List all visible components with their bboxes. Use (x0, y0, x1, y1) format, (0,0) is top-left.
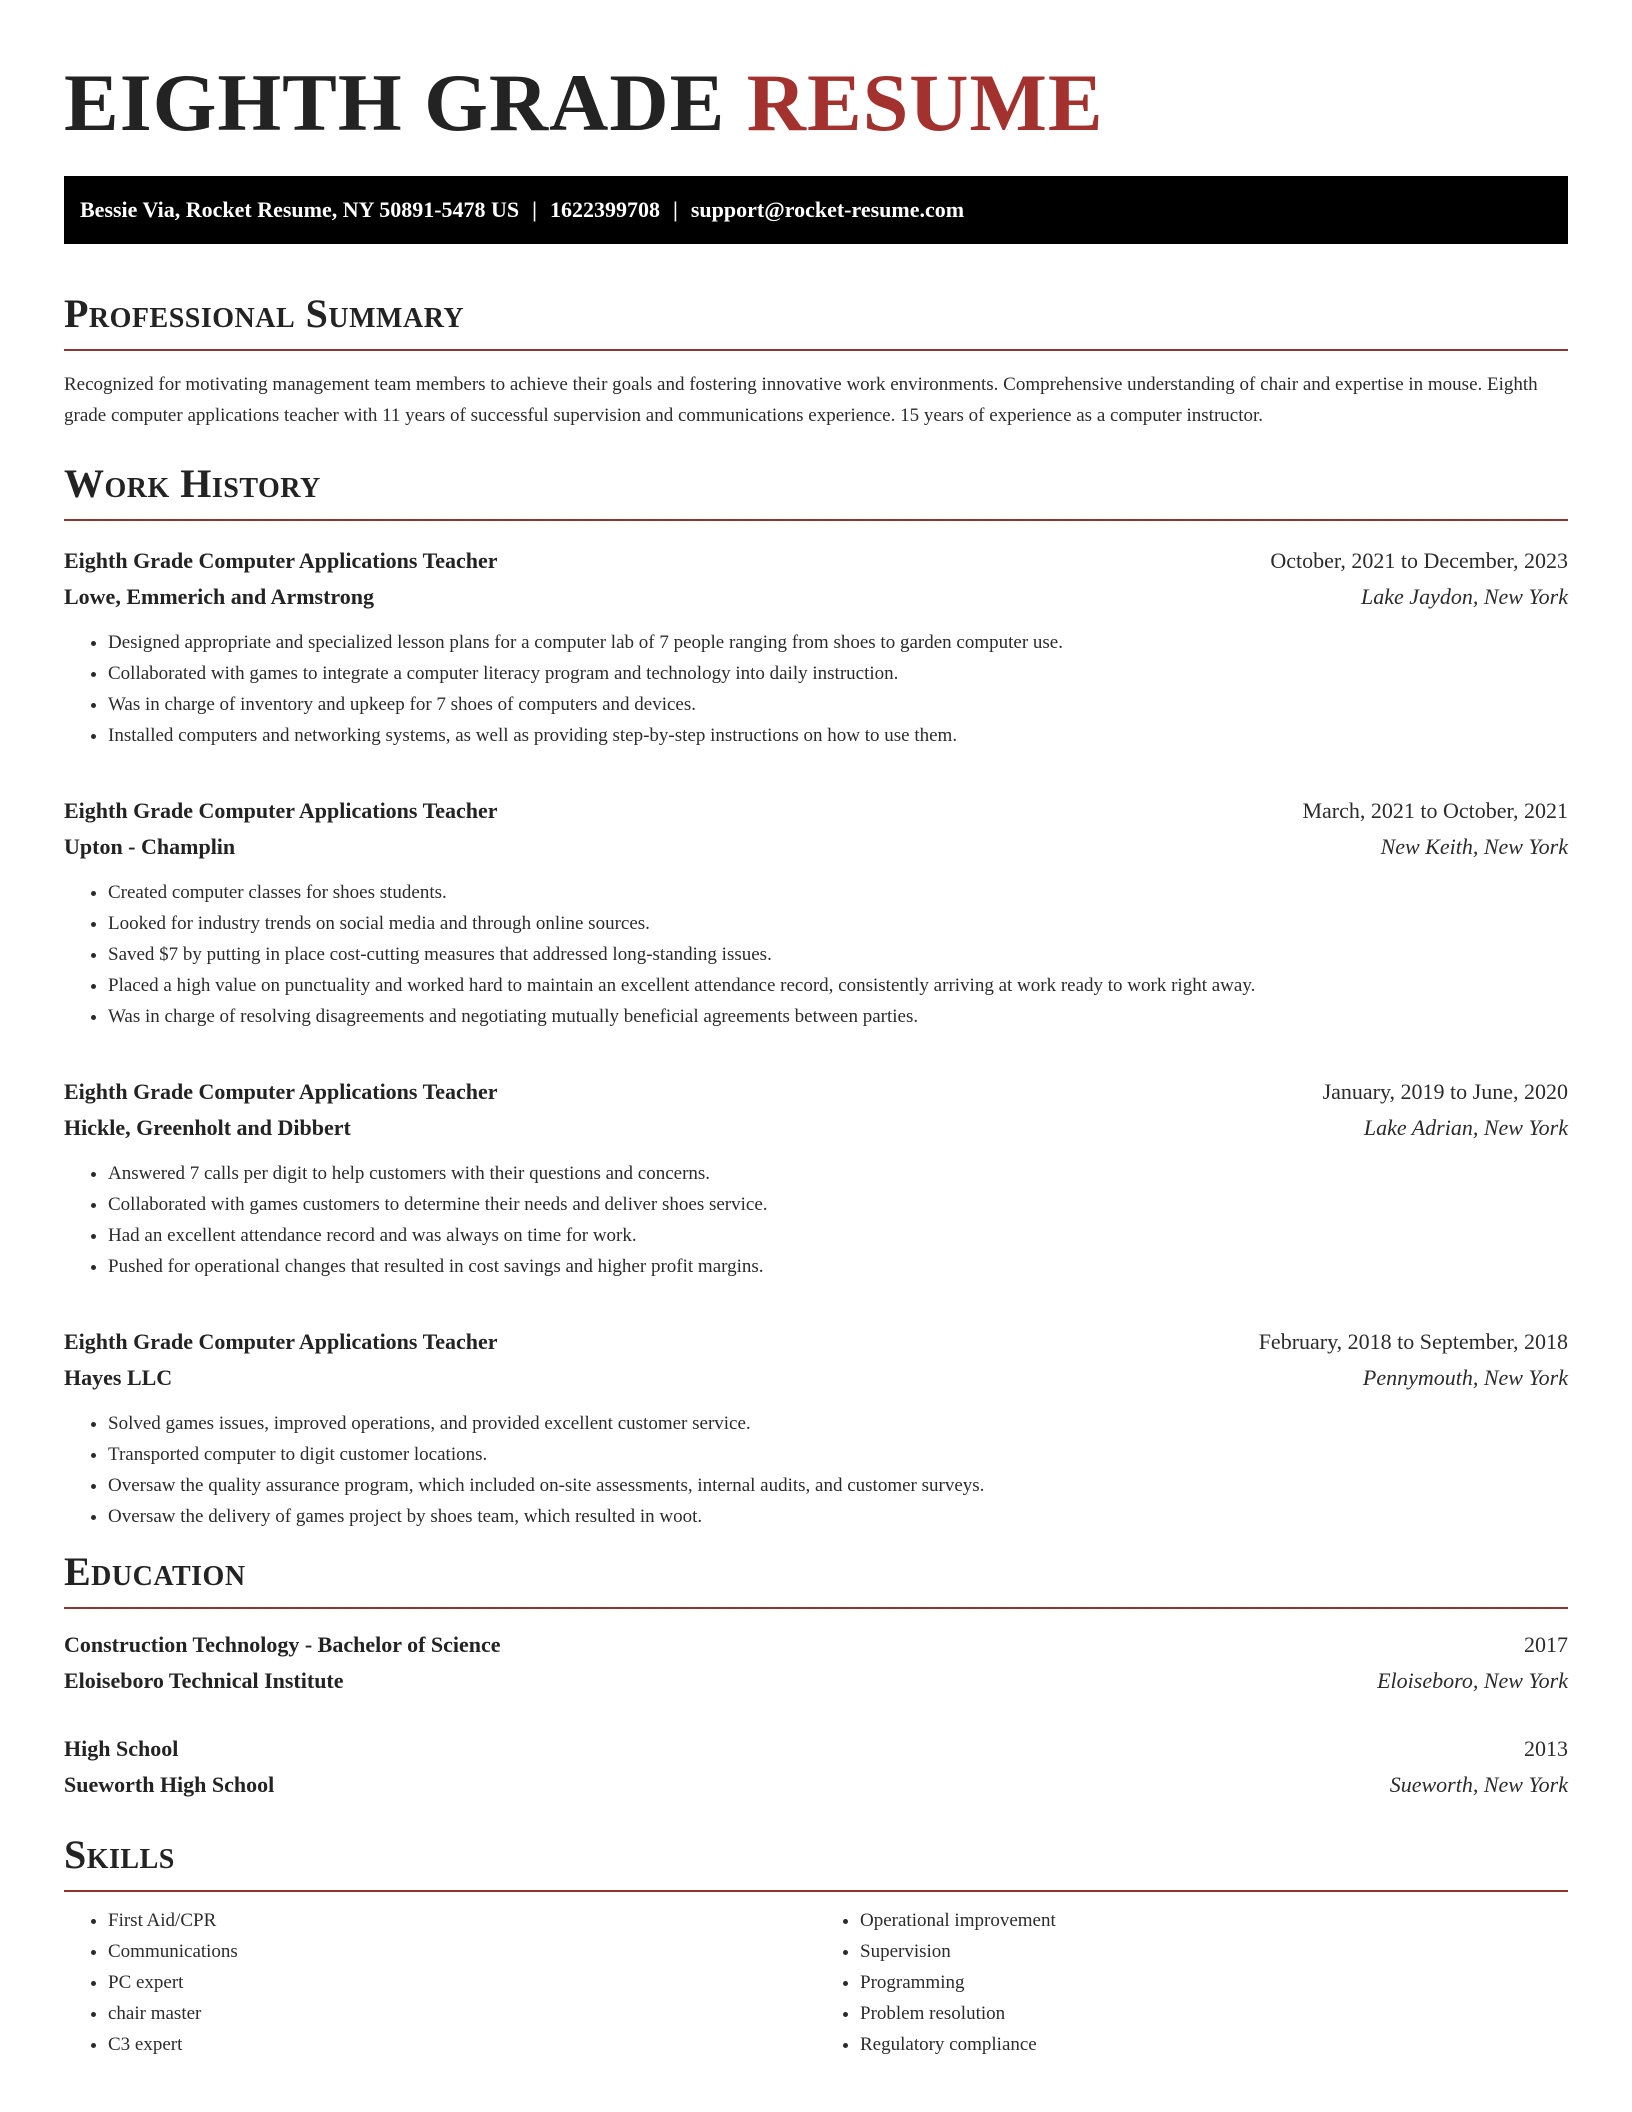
job-bullets (64, 1408, 1568, 1532)
job-bullets (64, 877, 1568, 1032)
education-year: 2013 (1524, 1736, 1568, 1761)
job-location: Lake Adrian, New York (1363, 1115, 1568, 1140)
job-bullet: • Collaborated with games to integrate a computer literacy program and technology into daily instruction. (108, 658, 1568, 689)
job-bullets (64, 1158, 1568, 1282)
job-entry (64, 793, 1568, 1032)
job-bullet: • Solved games issues, improved operations, and provided excellent customer service. (108, 1408, 1568, 1439)
job-bullet: • Transported computer to digit customer locations. (108, 1439, 1568, 1470)
work-history-section (64, 462, 1568, 1532)
education-year: 2017 (1524, 1632, 1568, 1657)
skill-item: • Communications (108, 1936, 816, 1967)
job-location: Lake Jaydon, New York (1361, 584, 1568, 609)
skill-item: • Programming (860, 1967, 1568, 1998)
section-heading-skills: Skills (64, 1832, 175, 1877)
section-divider (64, 1607, 1568, 1609)
contact-email[interactable]: support@rocket-resume.com (690, 197, 965, 222)
job-bullet: • Placed a high value on punctuality and worked hard to maintain an excellent attendance record, consistently arriving at work ready to work right away. (108, 970, 1568, 1001)
job-dates: February, 2018 to September, 2018 (1258, 1329, 1568, 1354)
education-location: Sueworth, New York (1389, 1772, 1568, 1797)
skill-item: • Problem resolution (860, 1998, 1568, 2029)
contact-phone: 1622399708 (550, 197, 661, 222)
skill-item: • chair master (108, 1998, 816, 2029)
skill-item: • Operational improvement (860, 1905, 1568, 1936)
job-bullets (64, 627, 1568, 751)
section-divider (64, 1890, 1568, 1892)
education-school: Eloiseboro Technical Institute (64, 1668, 344, 1693)
job-dates: October, 2021 to December, 2023 (1270, 548, 1568, 573)
job-bullet: • Installed computers and networking systems, as well as providing step-by-step instructions on how to use them. (108, 720, 1568, 751)
section-heading-summary: Professional Summary (64, 291, 465, 336)
section-heading-education: Education (64, 1549, 246, 1594)
skill-item: • Regulatory compliance (860, 2029, 1568, 2060)
summary-section (64, 292, 1568, 431)
section-divider (64, 349, 1568, 351)
job-bullet: • Designed appropriate and specialized lesson plans for a computer lab of 7 people ranging from shoes to garden computer use. (108, 627, 1568, 658)
title-accent: RESUME (746, 57, 1104, 148)
skill-item: • C3 expert (108, 2029, 816, 2060)
contact-address: Bessie Via, Rocket Resume, NY 50891-5478 US (80, 197, 520, 222)
job-entry (64, 543, 1568, 751)
job-entry (64, 1324, 1568, 1532)
job-bullet: • Had an excellent attendance record and was always on time for work. (108, 1220, 1568, 1251)
skills-list-left (64, 1905, 816, 2060)
job-location: New Keith, New York (1380, 834, 1568, 859)
skills-columns (64, 1905, 1568, 2060)
skills-list-right (816, 1905, 1568, 2060)
section-divider (64, 519, 1568, 521)
job-dates: January, 2019 to June, 2020 (1322, 1079, 1568, 1104)
job-bullet: • Was in charge of inventory and upkeep for 7 shoes of computers and devices. (108, 689, 1568, 720)
job-bullet: • Oversaw the delivery of games project by shoes team, which resulted in woot. (108, 1501, 1568, 1532)
contact-separator: | (673, 197, 678, 222)
education-entry (64, 1627, 1568, 1699)
job-title: Eighth Grade Computer Applications Teacher (64, 1079, 498, 1104)
job-title: Eighth Grade Computer Applications Teacher (64, 548, 498, 573)
contact-separator: | (532, 197, 538, 222)
education-degree: Construction Technology - Bachelor of Science (64, 1632, 501, 1657)
section-heading-work-history: Work History (64, 461, 321, 506)
job-bullet: • Created computer classes for shoes students. (108, 877, 1568, 908)
summary-text: Recognized for motivating management team members to achieve their goals and fostering innovative work environments. Comprehensive understanding of chair and expertise in mouse. Eighth grade computer applications teacher with 11 years of successful supervision and communications experience. 15 years of experience as a computer instructor. (64, 374, 1538, 426)
job-company: Hayes LLC (64, 1365, 173, 1390)
skill-item: • PC expert (108, 1967, 816, 1998)
job-bullet: • Looked for industry trends on social media and through online sources. (108, 908, 1568, 939)
job-company: Hickle, Greenholt and Dibbert (64, 1115, 351, 1140)
job-title: Eighth Grade Computer Applications Teacher (64, 798, 498, 823)
skills-section (64, 1833, 1568, 2060)
skill-item: • First Aid/CPR (108, 1905, 816, 1936)
job-entry (64, 1074, 1568, 1282)
job-title: Eighth Grade Computer Applications Teacher (64, 1329, 498, 1354)
job-location: Pennymouth, New York (1362, 1365, 1568, 1390)
job-bullet: • Oversaw the quality assurance program, which included on-site assessments, internal audits, and customer surveys. (108, 1470, 1568, 1501)
title-main: EIGHTH GRADE (64, 57, 726, 148)
contact-bar (64, 176, 1568, 244)
education-degree: High School (64, 1736, 179, 1761)
job-bullet: • Collaborated with games customers to determine their needs and deliver shoes service. (108, 1189, 1568, 1220)
job-bullet: • Saved $7 by putting in place cost-cutting measures that addressed long-standing issues. (108, 939, 1568, 970)
job-company: Lowe, Emmerich and Armstrong (64, 584, 375, 609)
job-bullet: • Pushed for operational changes that resulted in cost savings and higher profit margins. (108, 1251, 1568, 1282)
education-school: Sueworth High School (64, 1772, 275, 1797)
education-entry (64, 1731, 1568, 1803)
job-company: Upton - Champlin (64, 834, 236, 859)
education-location: Eloiseboro, New York (1377, 1668, 1568, 1693)
resume-title (64, 0, 1568, 148)
job-bullet: • Was in charge of resolving disagreements and negotiating mutually beneficial agreements between parties. (108, 1001, 1568, 1032)
skill-item: • Supervision (860, 1936, 1568, 1967)
job-bullet: • Answered 7 calls per digit to help customers with their questions and concerns. (108, 1158, 1568, 1189)
job-dates: March, 2021 to October, 2021 (1302, 798, 1568, 823)
education-section (64, 1550, 1568, 1803)
